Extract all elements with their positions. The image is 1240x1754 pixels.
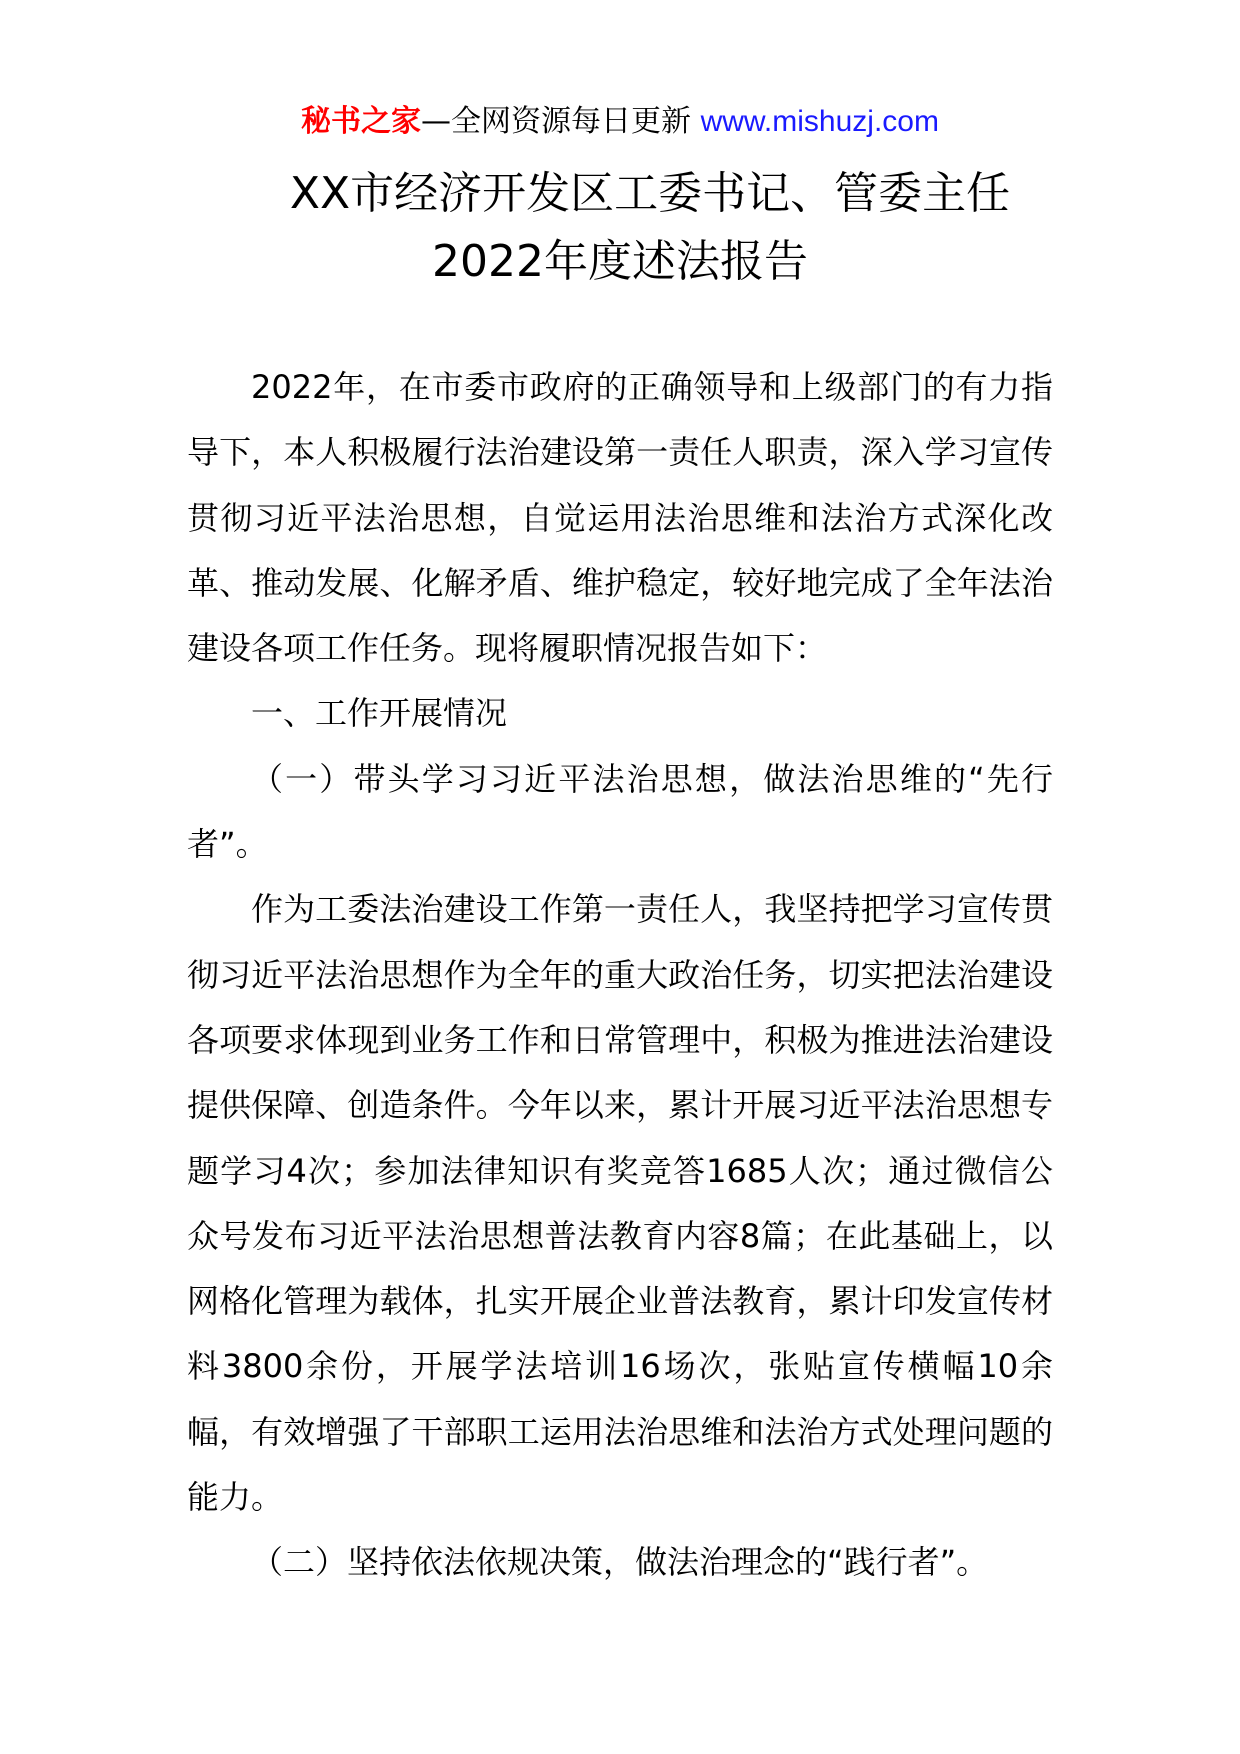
document-title-line-2: 2022年度述法报告 [432,236,808,287]
section-heading-1: 一、工作开展情况 [251,694,508,733]
site-url-link[interactable]: www.mishuzj.com [700,105,939,138]
brand-name: 秘书之家 [301,104,422,139]
site-header [0,100,1240,144]
document-title-line-1: XX市经济开发区工委书记、管委主任 [289,168,1011,219]
header-slogan: —全网资源每日更新 [421,104,701,139]
document-body [187,355,1053,1596]
subsection-heading-2: （二）坚持依法依规决策，做法治理念的“践行者”。 [251,1543,989,1582]
intro-paragraph: 2022年，在市委市政府的正确领导和上级部门的有力指导下，本人积极履行法治建设第一责任人职责，深入学习宣传贯彻习近平法治思想，自觉运用法治思维和法治方式深化改革、推动发展、化解矛盾、维护稳定，较好地完成了全年法治建设各项工作任务。现将履职情况报告如下： [187,368,1053,668]
subsection-heading-1: （一）带头学习习近平法治思想，做法治思维的“先行者”。 [187,759,1053,864]
body-paragraph-1: 作为工委法治建设工作第一责任人，我坚持把学习宣传贯彻习近平法治思想作为全年的重大政治任务，切实把法治建设各项要求体现到业务工作和日常管理中，积极为推进法治建设提供保障、创造条件。今年以来，累计开展习近平法治思想专题学习4次；参加法律知识有奖竞答1685人次；通过微信公众号发布习近平法治思想普法教育内容8篇；在此基础上，以网格化管理为载体，扎实开展企业普法教育，累计印发宣传材料3800余份，开展学法培训16场次，张贴宣传横幅10余幅，有效增强了干部职工运用法治思维和法治方式处理问题的能力。 [187,890,1053,1517]
